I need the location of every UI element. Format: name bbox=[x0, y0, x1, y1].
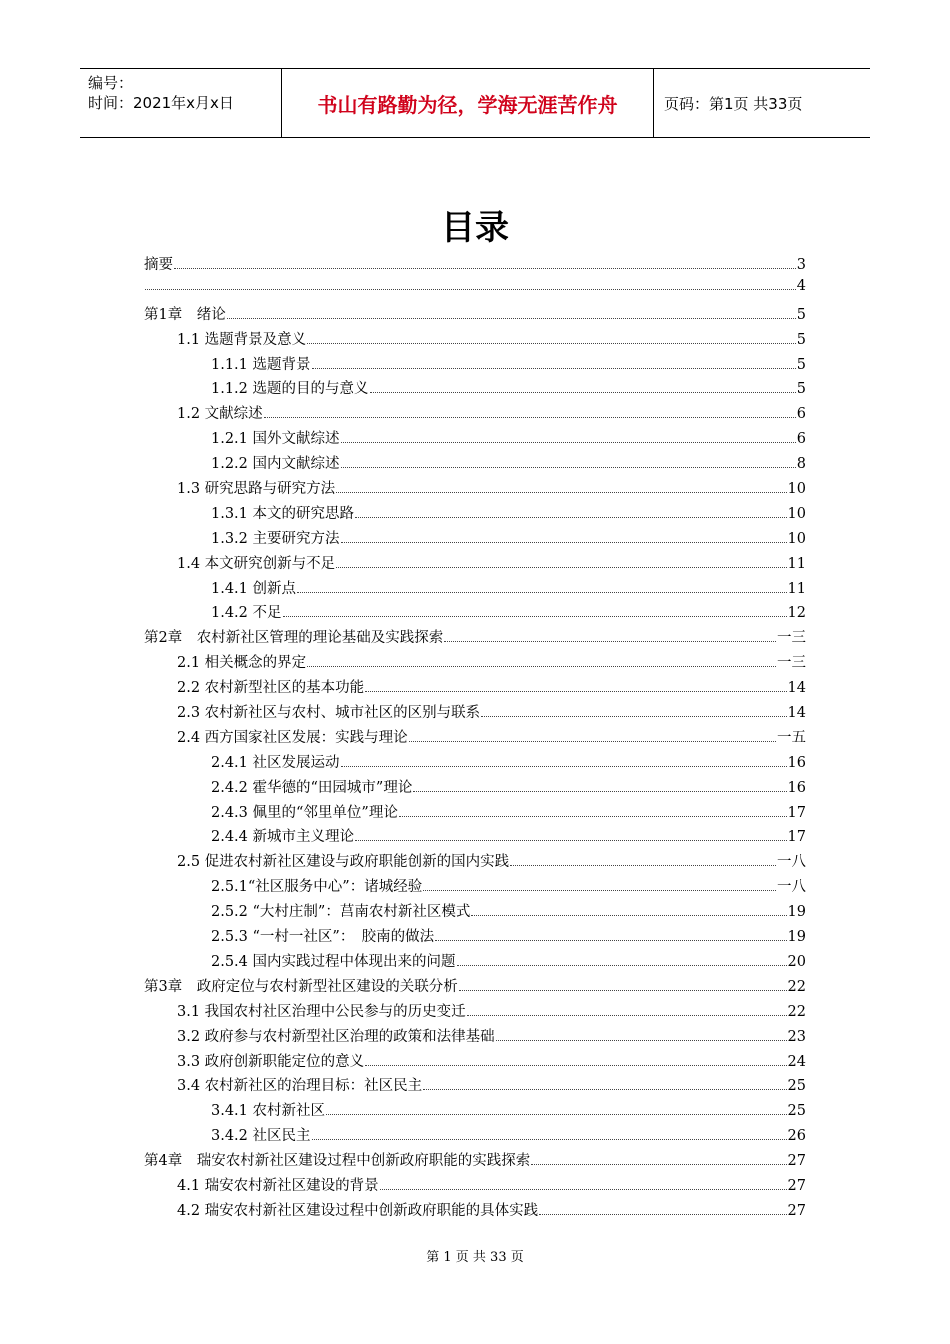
toc-entry[interactable] bbox=[144, 577, 806, 602]
toc-entry-page: 23 bbox=[787, 1028, 806, 1045]
toc-entry[interactable] bbox=[144, 253, 806, 278]
toc-dot-leader bbox=[145, 289, 796, 290]
toc-dot-leader bbox=[399, 816, 787, 817]
toc-entry-title: 2.1 相关概念的界定 bbox=[177, 655, 307, 672]
toc-entry-page: 16 bbox=[787, 779, 806, 796]
toc-entry-title: 1.2.1 国外文献综述 bbox=[211, 431, 340, 448]
toc-dot-leader bbox=[312, 368, 796, 369]
toc-entry-page: 19 bbox=[787, 904, 806, 921]
toc-entry-title: 第1章 绪论 bbox=[144, 306, 226, 323]
toc-dot-leader bbox=[365, 691, 786, 692]
toc-entry-title: 1.4 本文研究创新与不足 bbox=[177, 555, 336, 572]
toc-entry-title: 3.4 农村新社区的治理目标：社区民主 bbox=[177, 1078, 423, 1095]
toc-entry-page: 24 bbox=[787, 1053, 806, 1070]
toc-entry-title: 1.1 选题背景及意义 bbox=[177, 331, 307, 348]
toc-entry-page: 一五 bbox=[777, 729, 806, 746]
toc-dot-leader bbox=[341, 442, 796, 443]
toc-dot-leader bbox=[365, 1065, 786, 1066]
toc-entry[interactable] bbox=[144, 1174, 806, 1199]
header-page-info: 页码：第1页 共33页 bbox=[664, 94, 803, 113]
toc-entry[interactable] bbox=[144, 1149, 806, 1174]
toc-dot-leader bbox=[227, 318, 796, 319]
toc-entry[interactable] bbox=[144, 303, 806, 328]
toc-entry-title: 2.5.4 国内实践过程中体现出来的问题 bbox=[211, 953, 456, 970]
toc-entry-page: 26 bbox=[787, 1128, 806, 1145]
toc-entry[interactable] bbox=[144, 801, 806, 826]
toc-entry-title: 1.3.2 主要研究方法 bbox=[211, 530, 340, 547]
toc-entry-title: 3.3 政府创新职能定位的意义 bbox=[177, 1053, 365, 1070]
toc-entry-page: 一三 bbox=[777, 655, 806, 672]
toc-entry-page: 16 bbox=[787, 754, 806, 771]
toc-entry[interactable] bbox=[144, 502, 806, 527]
toc-dot-leader bbox=[312, 1139, 787, 1140]
toc-entry-page: 25 bbox=[787, 1103, 806, 1120]
toc-entry-title: 第2章 农村新社区管理的理论基础及实践探索 bbox=[144, 630, 444, 647]
toc-dot-leader bbox=[341, 542, 787, 543]
toc-entry[interactable] bbox=[144, 527, 806, 552]
toc-entry-page: 5 bbox=[796, 331, 806, 348]
page-title: 目录 bbox=[441, 208, 509, 248]
toc-entry-title: 摘要 bbox=[144, 257, 173, 273]
toc-dot-leader bbox=[297, 592, 787, 593]
toc-dot-leader bbox=[471, 915, 786, 916]
toc-entry-title: 2.4.3 佩里的“邻里单位”理论 bbox=[211, 804, 398, 821]
toc-entry-title: 1.1.2 选题的目的与意义 bbox=[211, 381, 369, 398]
toc-entry-page: 11 bbox=[787, 580, 806, 597]
toc-dot-leader bbox=[531, 1164, 786, 1165]
toc-entry[interactable] bbox=[144, 427, 806, 452]
toc-entry-page: 19 bbox=[787, 929, 806, 946]
toc-entry-title: 1.4.2 不足 bbox=[211, 605, 282, 622]
toc-entry-title: 2.4 西方国家社区发展：实践与理论 bbox=[177, 729, 408, 746]
toc-entry-page: 14 bbox=[787, 705, 806, 722]
toc-dot-leader bbox=[459, 990, 787, 991]
toc-entry-title: 2.4.1 社区发展运动 bbox=[211, 754, 340, 771]
page-footer: 第 1 页 共 33 页 bbox=[426, 1250, 524, 1265]
toc-entry-page: 25 bbox=[787, 1078, 806, 1095]
toc-entry-title: 1.2 文献综述 bbox=[177, 406, 263, 423]
toc-dot-leader bbox=[444, 641, 776, 642]
header-time-label: 时间：2021年x月x日 bbox=[88, 94, 234, 112]
toc-entry[interactable] bbox=[144, 626, 806, 651]
toc-entry-title: 第4章 瑞安农村新社区建设过程中创新政府职能的实践探索 bbox=[144, 1153, 531, 1170]
toc-entry[interactable] bbox=[144, 726, 806, 751]
toc-entry-page: 17 bbox=[787, 804, 806, 821]
toc-dot-leader bbox=[264, 417, 796, 418]
toc-entry-page: 27 bbox=[787, 1202, 806, 1219]
toc-entry-title: 1.2.2 国内文献综述 bbox=[211, 456, 340, 473]
toc-dot-leader bbox=[423, 890, 776, 891]
toc-entry-page: 27 bbox=[787, 1177, 806, 1194]
toc-entry[interactable] bbox=[144, 751, 806, 776]
toc-dot-leader bbox=[409, 741, 776, 742]
toc-entry-page: 10 bbox=[787, 481, 806, 498]
toc-entry-page: 14 bbox=[787, 680, 806, 697]
toc-entry-page: 一三 bbox=[777, 630, 806, 647]
toc-entry-title: 2.5.1“社区服务中心”：诸城经验 bbox=[211, 879, 423, 896]
toc-entry[interactable] bbox=[144, 676, 806, 701]
toc-entry[interactable] bbox=[144, 875, 806, 900]
toc-entry-title: 4.1 瑞安农村新社区建设的背景 bbox=[177, 1177, 379, 1194]
toc-dot-leader bbox=[307, 666, 776, 667]
toc-entry[interactable] bbox=[144, 353, 806, 378]
toc-entry-title: 2.2 农村新型社区的基本功能 bbox=[177, 680, 365, 697]
toc-dot-leader bbox=[341, 467, 796, 468]
header-motto: 书山有路勤为径，学海无涯苦作舟 bbox=[282, 69, 654, 137]
toc-dot-leader bbox=[336, 567, 786, 568]
toc-entry[interactable] bbox=[144, 1025, 806, 1050]
toc-dot-leader bbox=[413, 791, 786, 792]
header-number-label: 编号： bbox=[88, 74, 134, 92]
header-meta bbox=[80, 69, 282, 137]
toc-entry[interactable] bbox=[144, 1199, 806, 1224]
toc-entry-page: 8 bbox=[796, 456, 806, 473]
toc-entry[interactable] bbox=[144, 1074, 806, 1099]
toc-dot-leader bbox=[467, 1015, 787, 1016]
toc-entry[interactable] bbox=[144, 1000, 806, 1025]
toc-dot-leader bbox=[336, 492, 786, 493]
toc-entry-page: 10 bbox=[787, 505, 806, 522]
toc-entry-page: 22 bbox=[787, 978, 806, 995]
toc-entry[interactable] bbox=[144, 328, 806, 353]
toc-entry[interactable] bbox=[144, 377, 806, 402]
toc-entry-page: 一八 bbox=[777, 879, 806, 896]
toc-entry[interactable] bbox=[144, 278, 806, 303]
toc-entry-title: 3.4.1 农村新社区 bbox=[211, 1103, 326, 1120]
toc-entry-page: 22 bbox=[787, 1003, 806, 1020]
toc-entry[interactable] bbox=[144, 925, 806, 950]
toc-entry-page: 11 bbox=[787, 555, 806, 572]
toc-entry-title: 1.3 研究思路与研究方法 bbox=[177, 481, 336, 498]
toc-dot-leader bbox=[326, 1114, 787, 1115]
toc-dot-leader bbox=[457, 965, 787, 966]
toc-entry[interactable] bbox=[144, 776, 806, 801]
toc-dot-leader bbox=[283, 616, 787, 617]
toc-entry-page: 17 bbox=[787, 829, 806, 846]
toc-dot-leader bbox=[481, 716, 786, 717]
toc-dot-leader bbox=[423, 1089, 786, 1090]
toc-dot-leader bbox=[510, 865, 776, 866]
toc-entry[interactable] bbox=[144, 1050, 806, 1075]
toc-entry-page: 20 bbox=[787, 953, 806, 970]
toc-entry-page: 一八 bbox=[777, 854, 806, 871]
toc-entry-title: 2.5.2 “大村庄制”：莒南农村新社区模式 bbox=[211, 904, 471, 921]
toc-entry-title: 2.5 促进农村新社区建设与政府职能创新的国内实践 bbox=[177, 854, 510, 871]
toc-dot-leader bbox=[370, 392, 796, 393]
toc-entry-title: 3.2 政府参与农村新型社区治理的政策和法律基础 bbox=[177, 1028, 495, 1045]
toc-entry-title: 1.4.1 创新点 bbox=[211, 580, 297, 597]
toc-entry-page: 5 bbox=[796, 381, 806, 398]
toc-entry-page: 5 bbox=[796, 356, 806, 373]
page-header bbox=[80, 68, 870, 138]
toc-entry[interactable] bbox=[144, 701, 806, 726]
toc-entry-page: 3 bbox=[796, 257, 806, 273]
toc-entry-title: 2.3 农村新社区与农村、城市社区的区别与联系 bbox=[177, 705, 481, 722]
toc-entry[interactable] bbox=[144, 402, 806, 427]
toc-entry-page: 5 bbox=[796, 306, 806, 323]
toc-entry[interactable] bbox=[144, 552, 806, 577]
toc-entry[interactable] bbox=[144, 850, 806, 875]
toc-entry[interactable] bbox=[144, 950, 806, 975]
toc-entry-page: 27 bbox=[787, 1153, 806, 1170]
toc-dot-leader bbox=[435, 940, 786, 941]
toc-dot-leader bbox=[341, 766, 787, 767]
toc-entry-page: 6 bbox=[796, 431, 806, 448]
toc-entry[interactable] bbox=[144, 1124, 806, 1149]
toc-entry[interactable] bbox=[144, 477, 806, 502]
toc-entry-page: 10 bbox=[787, 530, 806, 547]
toc-entry-title: 3.4.2 社区民主 bbox=[211, 1128, 311, 1145]
toc-entry-title: 2.4.4 新城市主义理论 bbox=[211, 829, 355, 846]
toc-dot-leader bbox=[496, 1040, 787, 1041]
toc-dot-leader bbox=[307, 343, 796, 344]
toc-entry-title: 1.1.1 选题背景 bbox=[211, 356, 311, 373]
toc-entry[interactable] bbox=[144, 1099, 806, 1124]
toc-entry-page: 4 bbox=[796, 277, 806, 294]
toc-dot-leader bbox=[355, 517, 787, 518]
toc-entry-title: 1.3.1 本文的研究思路 bbox=[211, 505, 355, 522]
toc-entry-title: 3.1 我国农村社区治理中公民参与的历史变迁 bbox=[177, 1003, 466, 1020]
toc-entry-page: 6 bbox=[796, 406, 806, 423]
table-of-contents bbox=[144, 253, 806, 1224]
toc-entry-title: 2.5.3 “一村一社区”： 胶南的做法 bbox=[211, 929, 435, 946]
toc-entry[interactable] bbox=[144, 900, 806, 925]
toc-entry[interactable] bbox=[144, 601, 806, 626]
toc-dot-leader bbox=[174, 268, 796, 269]
toc-dot-leader bbox=[355, 840, 787, 841]
toc-entry[interactable] bbox=[144, 651, 806, 676]
toc-entry[interactable] bbox=[144, 975, 806, 1000]
toc-entry-title: 4.2 瑞安农村新社区建设过程中创新政府职能的具体实践 bbox=[177, 1202, 539, 1219]
toc-entry-title: 第3章 政府定位与农村新型社区建设的关联分析 bbox=[144, 978, 458, 995]
toc-entry[interactable] bbox=[144, 825, 806, 850]
toc-entry-title: 2.4.2 霍华德的“田园城市”理论 bbox=[211, 779, 413, 796]
toc-dot-leader bbox=[380, 1189, 787, 1190]
toc-entry-page: 12 bbox=[787, 605, 806, 622]
toc-dot-leader bbox=[539, 1214, 786, 1215]
toc-entry[interactable] bbox=[144, 452, 806, 477]
